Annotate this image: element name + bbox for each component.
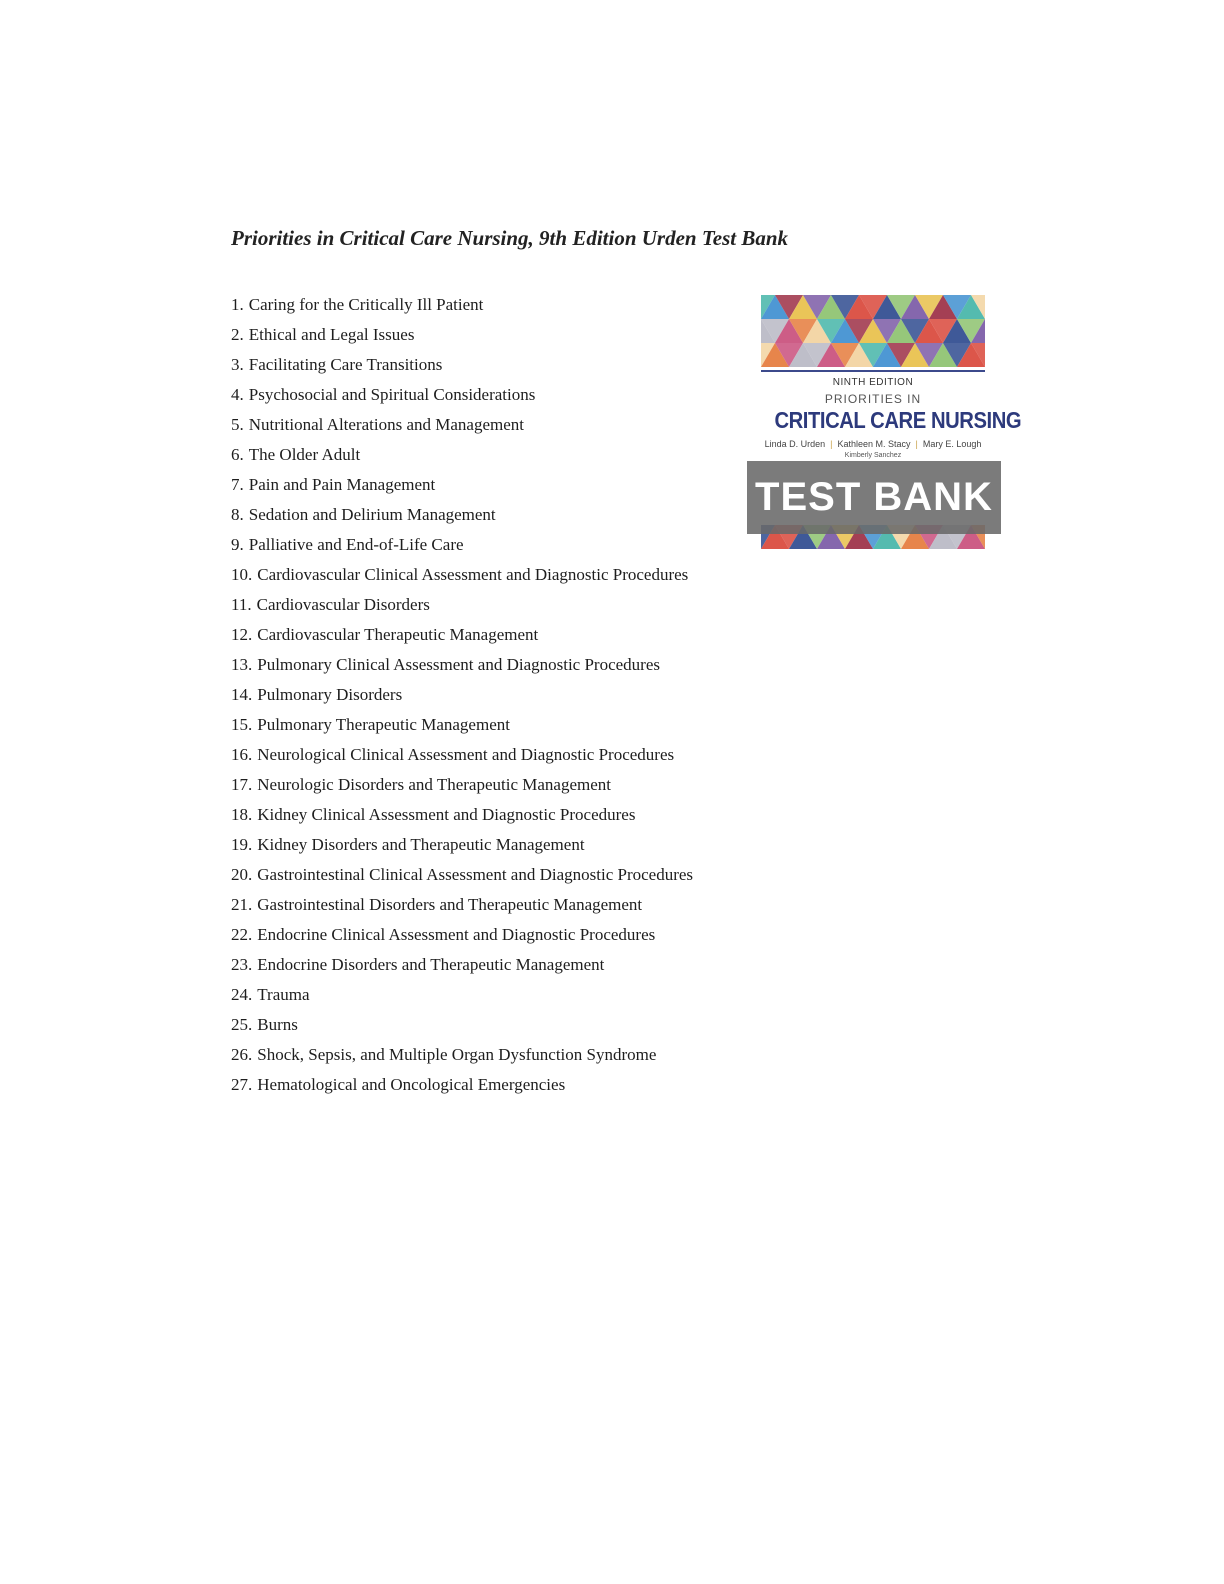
chapter-number: 22. [231,925,253,944]
chapter-number: 27. [231,1075,253,1094]
chapter-item [231,1070,693,1100]
cover-main-title: CRITICAL CARE NURSING [774,407,1022,433]
chapter-title: Caring for the Critically Ill Patient [248,295,484,314]
chapter-title: Neurological Clinical Assessment and Diagnostic Procedures [257,745,675,764]
chapter-number: 7. [231,475,244,494]
chapter-number: 4. [231,385,244,404]
chapter-item [231,710,693,740]
chapter-number: 2. [231,325,244,344]
chapter-title: Trauma [257,985,310,1004]
chapter-number: 13. [231,655,253,674]
chapter-title: Pulmonary Disorders [257,685,403,704]
chapter-item [231,620,693,650]
chapter-number: 11. [231,595,252,614]
chapter-title: Pulmonary Therapeutic Management [257,715,510,734]
chapter-title: The Older Adult [248,445,361,464]
chapter-number: 16. [231,745,253,764]
chapter-title: Ethical and Legal Issues [248,325,415,344]
chapter-title: Sedation and Delirium Management [248,505,496,524]
chapter-title: Palliative and End-of-Life Care [248,535,464,554]
chapter-title: Cardiovascular Clinical Assessment and Diagnostic Procedures [257,565,689,584]
chapter-item [231,380,693,410]
chapter-title: Kidney Clinical Assessment and Diagnostic Procedures [257,805,636,824]
chapter-title: Shock, Sepsis, and Multiple Organ Dysfunction Syndrome [257,1045,657,1064]
chapter-item [231,1040,693,1070]
chapter-number: 12. [231,625,253,644]
chapter-number: 8. [231,505,244,524]
chapter-number: 17. [231,775,253,794]
chapter-title: Neurologic Disorders and Therapeutic Management [257,775,611,794]
chapter-item [231,500,693,530]
chapter-item [231,320,693,350]
chapter-title: Hematological and Oncological Emergencies [257,1075,566,1094]
chapter-title: Cardiovascular Disorders [256,595,430,614]
chapter-number: 14. [231,685,253,704]
chapter-number: 19. [231,835,253,854]
cover-author: Linda D. Urden [764,439,826,449]
chapter-item [231,440,693,470]
chapter-title: Pain and Pain Management [248,475,436,494]
chapter-item [231,470,693,500]
chapter-title: Pulmonary Clinical Assessment and Diagnostic Procedures [257,655,660,674]
chapter-number: 23. [231,955,253,974]
chapter-item [231,1010,693,1040]
chapter-number: 6. [231,445,244,464]
chapter-list [231,290,693,1100]
chapter-item [231,350,693,380]
cover-author: Mary E. Lough [922,439,982,449]
cover-title-block [761,370,1022,462]
chapter-item [231,410,693,440]
cover-contributor: Kimberly Sanchez [844,452,902,459]
chapter-item [231,860,693,890]
chapter-item [231,950,693,980]
chapter-number: 26. [231,1045,253,1064]
cover-edition: NINTH EDITION [829,377,917,388]
chapter-title: Gastrointestinal Clinical Assessment and Diagnostic Procedures [257,865,694,884]
chapter-number: 20. [231,865,253,884]
chapter-item [231,800,693,830]
chapter-title: Kidney Disorders and Therapeutic Management [257,835,585,854]
chapter-item [231,590,693,620]
chapter-item [231,770,693,800]
chapter-item [231,560,693,590]
chapter-item [231,740,693,770]
chapter-item [231,830,693,860]
chapter-item [231,920,693,950]
chapter-title: Facilitating Care Transitions [248,355,443,374]
chapter-number: 1. [231,295,244,314]
chapter-title: Nutritional Alterations and Management [248,415,524,434]
chapter-title: Cardiovascular Therapeutic Management [257,625,539,644]
test-bank-badge: TEST BANK [747,461,1001,534]
chapter-title: Endocrine Clinical Assessment and Diagnostic Procedures [257,925,656,944]
chapter-item [231,680,693,710]
cover-authors: Linda D. Urden | Kathleen M. Stacy | Mary E. Lough [764,439,982,449]
chapter-number: 18. [231,805,253,824]
chapter-item [231,530,693,560]
chapter-number: 3. [231,355,244,374]
chapter-title: Burns [257,1015,298,1034]
chapter-title: Endocrine Disorders and Therapeutic Management [257,955,605,974]
chapter-title: Gastrointestinal Disorders and Therapeutic Management [257,895,643,914]
chapter-number: 15. [231,715,253,734]
chapter-number: 25. [231,1015,253,1034]
chapter-number: 24. [231,985,253,1004]
chapter-item [231,890,693,920]
cover-pre-title: PRIORITIES IN [824,392,922,406]
chapter-item [231,290,693,320]
chapter-number: 5. [231,415,244,434]
chapter-title: Psychosocial and Spiritual Considerations [248,385,536,404]
chapter-item [231,980,693,1010]
cover-author: Kathleen M. Stacy [837,439,911,449]
chapter-item [231,650,693,680]
chapter-number: 9. [231,535,244,554]
chapter-number: 21. [231,895,253,914]
document-title: Priorities in Critical Care Nursing, 9th Edition Urden Test Bank [231,226,789,250]
chapter-number: 10. [231,565,253,584]
